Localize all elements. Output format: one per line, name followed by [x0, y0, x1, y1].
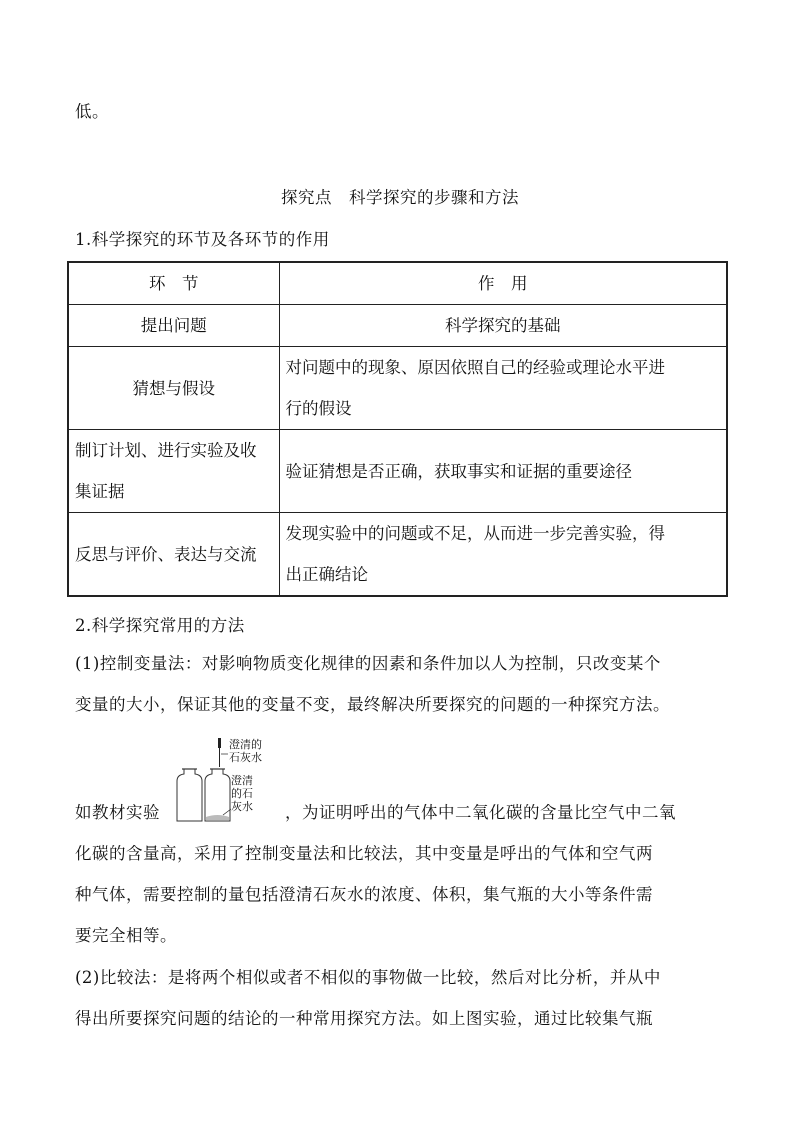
right-gas-bottle [205, 769, 230, 821]
table-header-role: 作 用 [279, 262, 727, 305]
table-row [68, 513, 727, 597]
table-header-row [68, 262, 727, 305]
limewater-liquid [206, 815, 229, 820]
table-row [68, 430, 727, 513]
part2-heading: 2.科学探究常用的方法 [75, 616, 245, 635]
bottle-label-line: 灰水 [231, 800, 253, 813]
example-line: 化碳的含量高，采用了控制变量法和比较法，其中变量是呼出的气体和空气两 [75, 844, 653, 863]
role-line: 对问题中的现象、原因依照自己的经验或理论水平进 [285, 358, 665, 377]
bottle-label-line: 的石 [231, 787, 253, 800]
method2-line: (2)比较法：是将两个相似或者不相似的事物做一比较，然后对比分析，并从中 [75, 968, 661, 987]
limewater-experiment-figure [173, 737, 285, 823]
method2-line: 得出所要探究问题的结论的一种常用探究方法。如上图实验，通过比较集气瓶 [75, 1009, 653, 1028]
stage-line: 集证据 [75, 482, 125, 501]
stage-cell: 猜想与假设 [68, 347, 279, 430]
stage-cell [68, 430, 279, 513]
dropper-bulb [218, 738, 221, 748]
stages-table [67, 261, 728, 597]
intro-tail-text: 低。 [75, 102, 109, 121]
role-line: 出正确结论 [285, 565, 368, 584]
role-cell [279, 347, 727, 430]
stage-cell: 提出问题 [68, 305, 279, 347]
table-row [68, 305, 727, 347]
example-line-continued: ，为证明呼出的气体中二氧化碳的含量比空气中二氧 [285, 803, 676, 822]
role-cell: 科学探究的基础 [279, 305, 727, 347]
example-line: 种气体，需要控制的量包括澄清石灰水的浓度、体积，集气瓶的大小等条件需 [75, 885, 653, 904]
example-line-start: 如教材实验 [75, 803, 160, 822]
table-row [68, 347, 727, 430]
section-title: 探究点 科学探究的步骤和方法 [281, 188, 519, 207]
method1-line: (1)控制变量法：对影响物质变化规律的因素和条件加以人为控制，只改变某个 [75, 654, 661, 673]
stage-line: 制订计划、进行实验及收 [75, 441, 257, 460]
stage-cell: 反思与评价、表达与交流 [68, 513, 279, 597]
left-gas-bottle [177, 769, 202, 821]
dropper-label-line: 石灰水 [229, 751, 262, 764]
dropper-label-line: 澄清的 [229, 738, 262, 751]
part1-heading: 1.科学探究的环节及各环节的作用 [75, 230, 330, 249]
example-line: 要完全相等。 [75, 926, 177, 945]
role-line: 行的假设 [285, 399, 352, 418]
bottle-label-line: 澄清 [231, 774, 253, 787]
method1-line: 变量的大小，保证其他的变量不变，最终解决所要探究的问题的一种探究方法。 [75, 695, 670, 714]
table-header-stage: 环 节 [68, 262, 279, 305]
role-line: 发现实验中的问题或不足，从而进一步完善实验，得 [285, 524, 665, 543]
role-cell: 验证猜想是否正确，获取事实和证据的重要途径 [279, 430, 727, 513]
role-cell [279, 513, 727, 597]
